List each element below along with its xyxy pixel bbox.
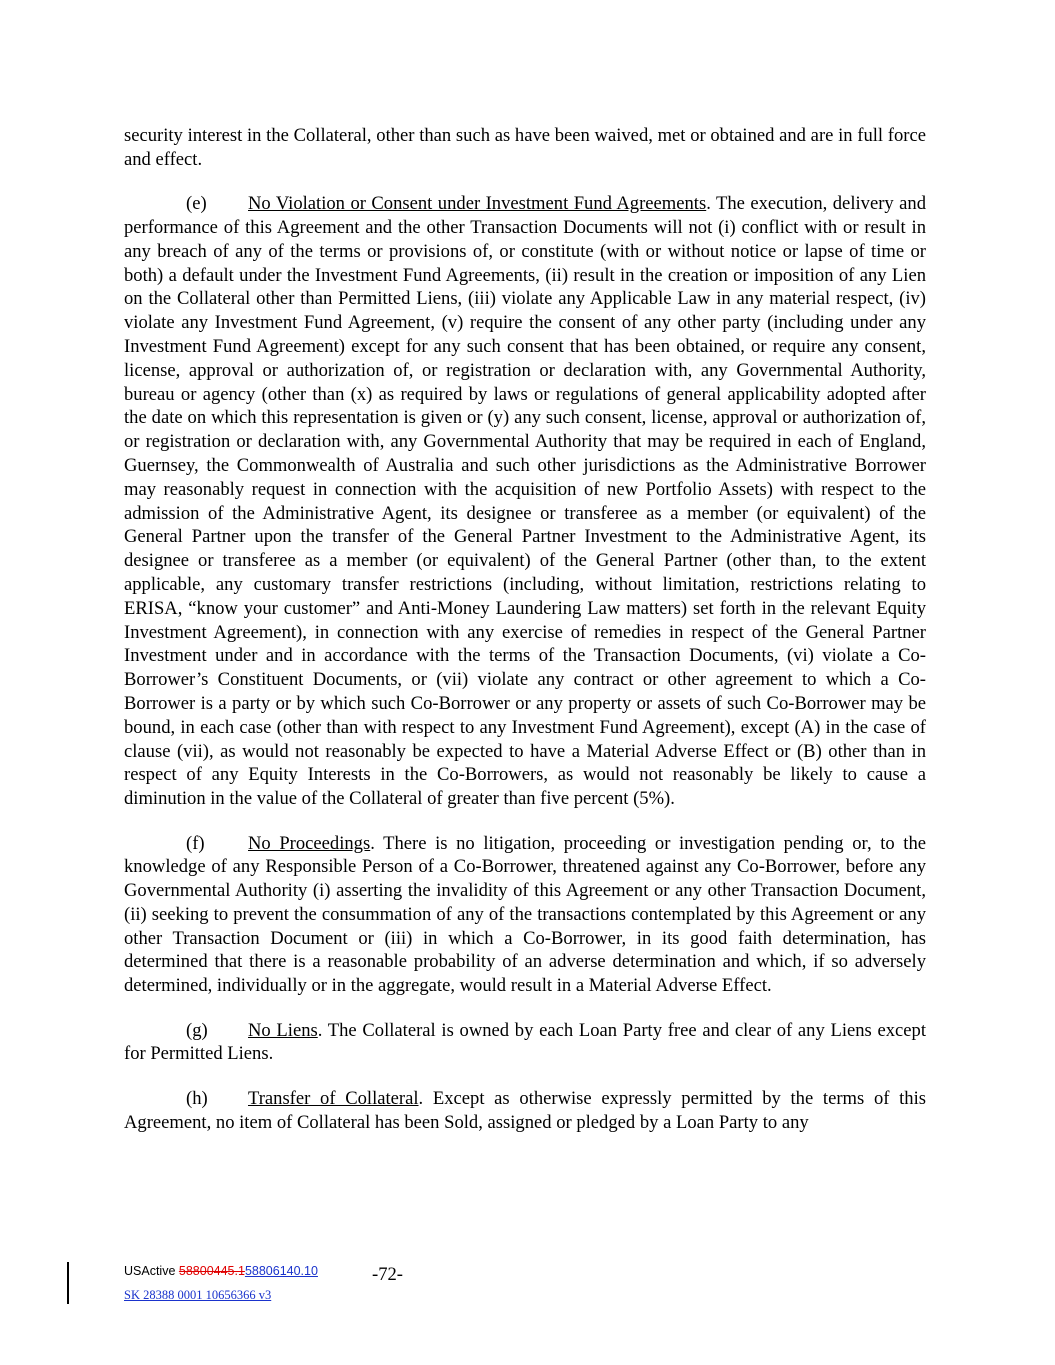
section-heading: No Violation or Consent under Investment Fund Agreements [248,193,707,215]
page-number: -72- [372,1264,403,1285]
section-number: (h) [186,1087,208,1109]
section-h [124,1087,926,1135]
change-bar [67,1262,69,1304]
footer-doc-ref [124,1264,318,1278]
section-e [124,192,926,811]
section-f [124,832,926,999]
section-text: . The Collateral is owned by each Loan Party free and clear of any Liens except for Permitted Liens. [124,1019,926,1065]
section-text: . The execution, delivery and performance of this Agreement and the other Transaction Documents will not (i) conflict with or result in any breach of any of the terms or provisions of, or constitute (with or without notice or lapse of time or both) a default under the Investment Fund Agreements, (ii) result in the creation or imposition of any Lien on the Collateral other than Permitted Liens, (iii) violate any Applicable Law in any material respect, (iv) violate any Investment Fund Agreement, (v) require the consent of any other party (including under any Investment Fund Agreement) except for any such consent that has been obtained, or require any consent, license, approval or authorization of, or registration or declaration with, any Governmental Authority, bureau or agency (other than (x) as required by laws or regulations of general applicability adopted after the date on which this representation is given or (y) any such consent, license, approval or authorization of, or registration or declaration with, any Governmental Authority that may be required in each of England, Guernsey, the Commonwealth of Australia and such other jurisdictions as the Administrative Borrower may reasonably request in connection with the acquisition of new Portfolio Assets) with respect to the admission of the Administrative Agent, its designee or transferee as a member (or equivalent) of the General Partner upon the transfer of the General Partner Investment to the Administrative Agent, its designee or transferee as a member (or equivalent) of the General Partner (other than, to the extent applicable, any customary transfer restrictions (including, without limitation, restrictions relating to ERISA, “know your customer” and Anti-Money Laundering Law matters) set forth in the relevant Equity Investment Agreement), in connection with any exercise of remedies in respect of the General Partner Investment under and in accordance with the terms of the Transaction Documents, (vi) violate a Co-Borrower’s Constituent Documents, or (vii) violate any contract or other agreement to which a Co-Borrower is a party or by which such Co-Borrower or any property or assets of such Co-Borrower may be bound, in each case (other than with respect to any Investment Fund Agreement), except (A) in the case of clause (vii), as would not reasonably be expected to have a Material Adverse Effect or (B) other than in respect of any Equity Interests in the Co-Borrowers, as would not reasonably be likely to cause a diminution in the value of the Collateral of greater than five percent (5%). [124,193,926,810]
section-heading: No Liens [248,1019,318,1041]
section-number: (f) [186,832,205,854]
section-heading: No Proceedings [248,832,371,854]
section-number: (e) [186,193,207,215]
section-number: (g) [186,1019,208,1041]
footer-doc-id: SK 28388 0001 10656366 v3 [124,1288,272,1302]
section-text: . Except as otherwise expressly permitted by the terms of this Agreement, no item of Collateral has been Sold, assigned or pledged by a Loan Party to any [124,1087,926,1133]
continuation-paragraph: security interest in the Collateral, other than such as have been waived, met or obtained and are in full force and effect. [124,125,926,170]
footer-inserted-number: 58806140.10 [244,1264,318,1278]
document-body [124,124,926,1134]
section-g [124,1019,926,1067]
footer-deleted-number: 58800445.1 [178,1264,245,1278]
footer-prefix: USActive [124,1264,179,1278]
section-heading: Transfer of Collateral [248,1087,419,1109]
section-text: . There is no litigation, proceeding or investigation pending or, to the knowledge of any Responsible Person of a Co-Borrower, threatened against any Co-Borrower, before any Governmental Authority (i) asserting the invalidity of this Agreement or any other Transaction Document, (ii) seeking to prevent the consummation of any of the transactions contemplated by this Agreement or any other Transaction Document or (iii) in which a Co-Borrower, in its good faith determination, has determined that there is a reasonable probability of an adverse determination and which, if so adversely determined, individually or in the aggregate, would result in a Material Adverse Effect. [124,832,926,997]
